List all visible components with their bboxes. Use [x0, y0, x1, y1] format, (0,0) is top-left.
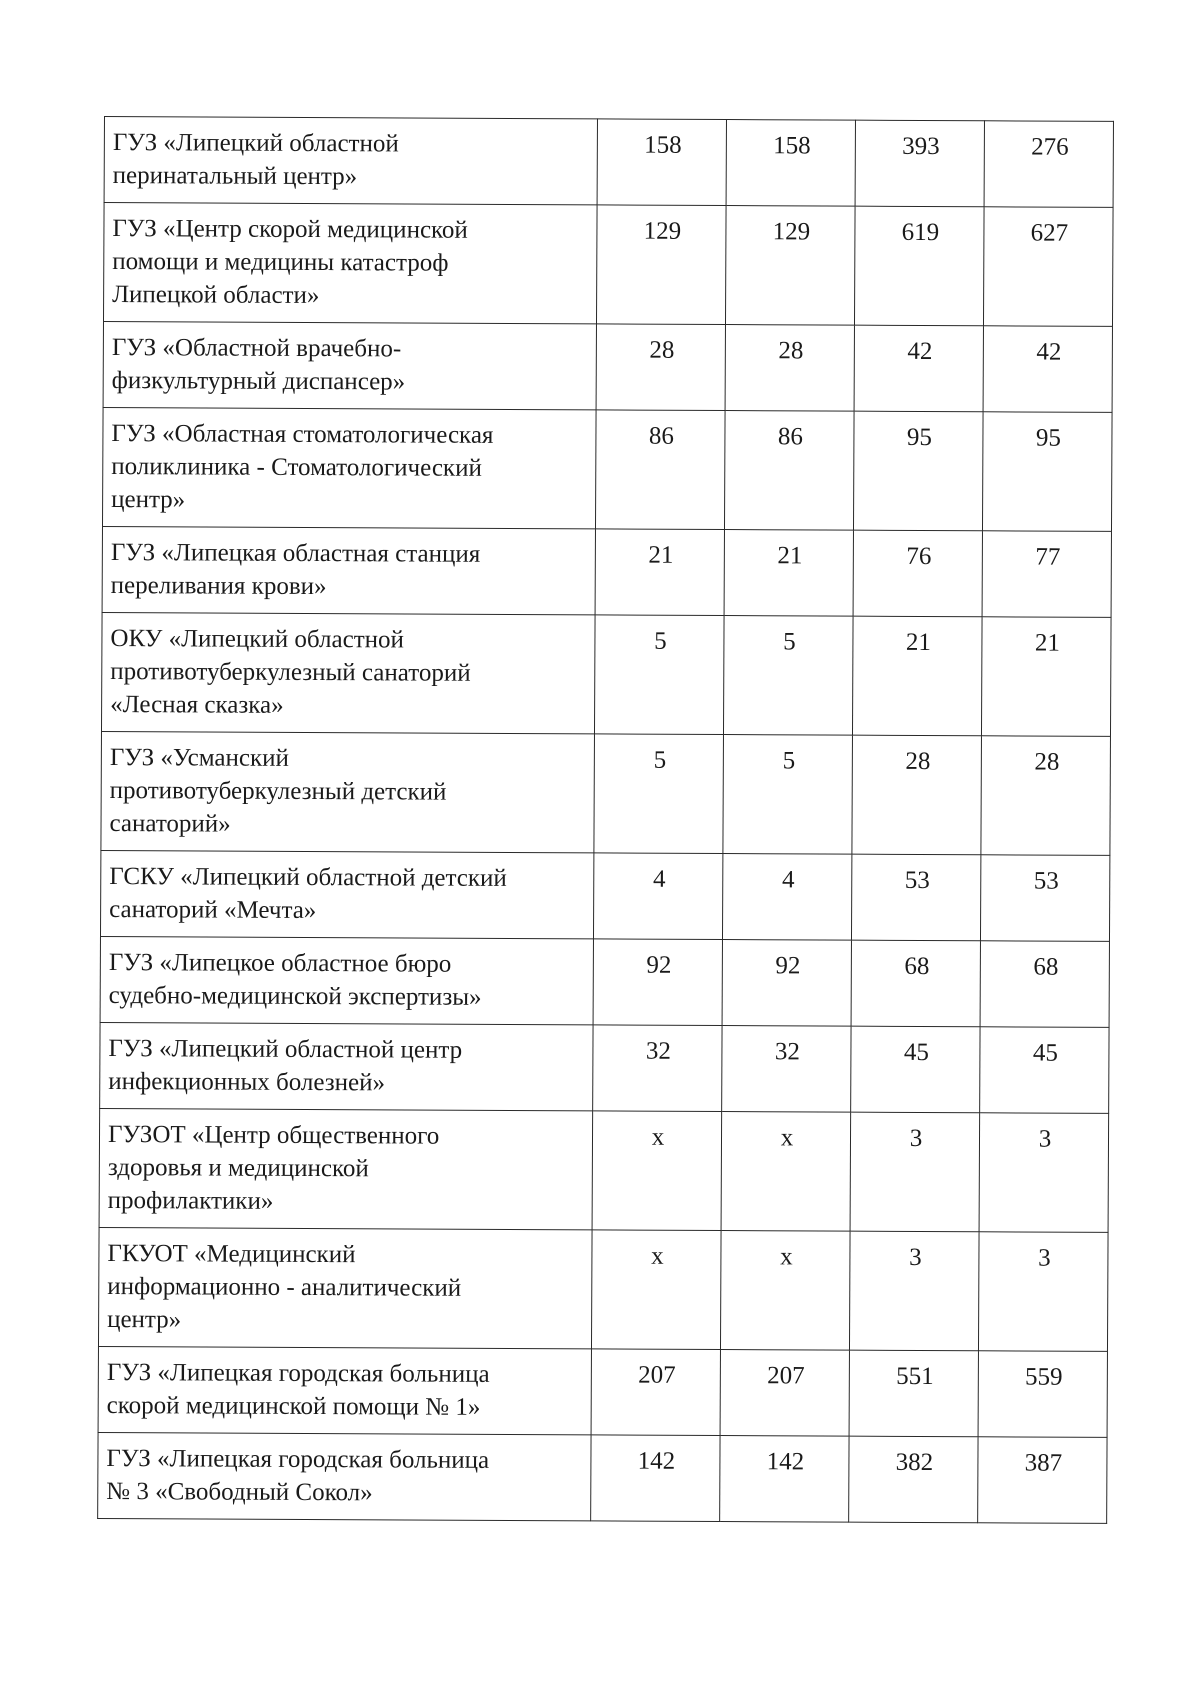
- institution-name-cell: [102, 526, 595, 614]
- value-cell-col-2: х: [720, 1231, 850, 1351]
- value-cell-col-2: 5: [723, 735, 853, 855]
- value-cell-col-3: 28: [852, 735, 982, 855]
- institution-name-line: противотуберкулезный санаторий: [110, 658, 471, 687]
- value-cell-col-2: 32: [722, 1026, 851, 1113]
- institution-name-line: ОКУ «Липецкий областной: [110, 625, 404, 654]
- value-cell-col-4: 21: [981, 617, 1111, 737]
- value-cell-col-2: 158: [726, 120, 855, 207]
- table-row: [103, 322, 1112, 413]
- table-row: [98, 1432, 1107, 1523]
- value-cell-col-3: 551: [849, 1350, 978, 1437]
- value-cell-col-1: 5: [594, 615, 724, 735]
- value-cell-col-1: 21: [595, 529, 724, 616]
- institution-name-line: ГУЗ «Липецкий областной центр: [108, 1035, 463, 1064]
- institution-name-line: № 3 «Свободный Сокол»: [106, 1478, 373, 1507]
- value-cell-col-3: 76: [853, 530, 982, 617]
- table-row: [101, 612, 1111, 736]
- institution-name-line: ГУЗ «Областная стоматологическая: [111, 420, 494, 449]
- institution-name-line: судебно-медицинской экспертизы»: [108, 982, 482, 1011]
- institution-name-line: Липецкой области»: [112, 281, 320, 310]
- institution-name-line: ГУЗ «Липецкий областной: [112, 129, 399, 158]
- table-row: [100, 1022, 1109, 1113]
- value-cell-col-2: 129: [725, 206, 855, 326]
- institution-name-line: инфекционных болезней»: [108, 1068, 386, 1097]
- institution-name-line: ГСКУ «Липецкий областной детский: [109, 863, 507, 892]
- value-cell-col-2: 207: [720, 1350, 849, 1437]
- value-cell-col-4: 42: [983, 326, 1112, 413]
- institution-name-line: здоровья и медицинской: [107, 1154, 369, 1183]
- value-cell-col-3: 619: [854, 206, 984, 326]
- table-row: [102, 526, 1111, 617]
- table-row: [98, 1227, 1108, 1351]
- value-cell-col-3: 45: [851, 1026, 980, 1113]
- value-cell-col-1: 86: [595, 410, 725, 530]
- value-cell-col-1: 129: [596, 205, 726, 325]
- table-row: [102, 407, 1112, 531]
- value-cell-col-4: 95: [982, 412, 1112, 532]
- value-cell-col-4: 276: [984, 121, 1113, 208]
- institution-name-cell: [98, 1432, 591, 1520]
- value-cell-col-2: 92: [722, 940, 851, 1027]
- value-cell-col-4: 627: [983, 207, 1113, 327]
- table-row: [100, 936, 1109, 1027]
- institution-name-line: скорой медицинской помощи № 1»: [106, 1392, 481, 1421]
- institution-name-cell: [100, 936, 593, 1024]
- table-row: [100, 850, 1109, 941]
- institution-name-cell: [101, 731, 595, 852]
- table-row: [104, 117, 1113, 208]
- institution-name-line: переливания крови»: [110, 572, 327, 601]
- value-cell-col-4: 3: [978, 1232, 1108, 1352]
- institution-name-line: санаторий «Мечта»: [109, 896, 317, 925]
- value-cell-col-1: 158: [597, 119, 726, 206]
- value-cell-col-2: 28: [725, 325, 854, 412]
- institution-name-line: ГУЗ «Центр скорой медицинской: [112, 215, 468, 244]
- institution-name-line: перинатальный центр»: [112, 162, 358, 191]
- value-cell-col-4: 45: [980, 1027, 1109, 1114]
- institution-name-cell: [102, 407, 596, 528]
- value-cell-col-3: 95: [853, 411, 983, 531]
- institution-name-line: ГУЗ «Липецкое областное бюро: [108, 949, 452, 978]
- institution-name-line: «Лесная сказка»: [110, 691, 284, 719]
- institution-name-line: помощи и медицины катастроф: [112, 248, 449, 277]
- institution-name-cell: [99, 1108, 593, 1229]
- value-cell-col-4: 53: [980, 855, 1109, 942]
- value-cell-col-3: 42: [854, 325, 983, 412]
- institution-name-cell: [103, 322, 596, 410]
- value-cell-col-3: 3: [849, 1231, 979, 1351]
- table-body: [98, 117, 1114, 1524]
- value-cell-col-2: х: [721, 1112, 851, 1232]
- value-cell-col-2: 5: [723, 616, 853, 736]
- institution-name-line: ГУЗ «Липецкая городская больница: [106, 1445, 490, 1474]
- value-cell-col-1: 5: [594, 734, 724, 854]
- value-cell-col-3: 382: [849, 1436, 978, 1523]
- value-cell-col-1: 92: [593, 939, 722, 1026]
- table-row: [98, 1346, 1107, 1437]
- value-cell-col-4: 28: [981, 736, 1111, 856]
- value-cell-col-2: 142: [720, 1436, 849, 1523]
- institutions-table: [97, 116, 1114, 1524]
- institution-name-line: ГУЗ «Липецкая областная станция: [110, 539, 481, 568]
- table-row: [99, 1108, 1109, 1232]
- institution-name-cell: [100, 1022, 593, 1110]
- institution-name-line: санаторий»: [109, 810, 231, 838]
- value-cell-col-4: 3: [979, 1113, 1109, 1233]
- institution-name-cell: [104, 117, 597, 205]
- institution-name-cell: [100, 850, 593, 938]
- institution-name-cell: [103, 203, 597, 324]
- value-cell-col-4: 77: [982, 531, 1111, 618]
- value-cell-col-1: 207: [591, 1349, 720, 1436]
- institution-name-line: физкультурный диспансер»: [111, 367, 406, 396]
- institution-name-cell: [98, 1346, 591, 1434]
- value-cell-col-3: 68: [851, 940, 980, 1027]
- value-cell-col-2: 86: [724, 411, 854, 531]
- value-cell-col-1: х: [592, 1111, 722, 1231]
- value-cell-col-3: 53: [851, 854, 980, 941]
- table-row: [101, 731, 1111, 855]
- value-cell-col-1: 32: [593, 1025, 722, 1112]
- value-cell-col-3: 21: [852, 616, 982, 736]
- institution-name-line: ГКУОТ «Медицинский: [107, 1240, 356, 1269]
- institution-name-line: центр»: [111, 486, 186, 514]
- institution-name-line: профилактики»: [107, 1187, 274, 1215]
- value-cell-col-1: 28: [596, 324, 725, 411]
- value-cell-col-1: 142: [591, 1435, 720, 1522]
- institution-name-line: ГУЗ «Усманский: [109, 744, 289, 772]
- institution-name-line: центр»: [107, 1306, 182, 1334]
- value-cell-col-2: 21: [724, 530, 853, 617]
- institution-name-line: информационно - аналитический: [107, 1273, 462, 1302]
- value-cell-col-1: х: [591, 1230, 721, 1350]
- value-cell-col-1: 4: [593, 853, 722, 940]
- institution-name-cell: [101, 612, 595, 733]
- table-row: [103, 203, 1113, 327]
- value-cell-col-2: 4: [722, 854, 851, 941]
- institution-name-line: поликлиника - Стоматологический: [111, 453, 482, 482]
- institution-name-line: ГУЗОТ «Центр общественного: [107, 1121, 440, 1150]
- value-cell-col-3: 3: [850, 1112, 980, 1232]
- value-cell-col-4: 68: [980, 941, 1109, 1028]
- value-cell-col-3: 393: [855, 120, 984, 207]
- institution-name-line: противотуберкулезный детский: [109, 777, 447, 806]
- value-cell-col-4: 387: [978, 1437, 1107, 1524]
- institution-name-line: ГУЗ «Областной врачебно-: [111, 334, 402, 363]
- institution-name-line: ГУЗ «Липецкая городская больница: [106, 1359, 490, 1388]
- value-cell-col-4: 559: [978, 1351, 1107, 1438]
- institution-name-cell: [98, 1227, 592, 1348]
